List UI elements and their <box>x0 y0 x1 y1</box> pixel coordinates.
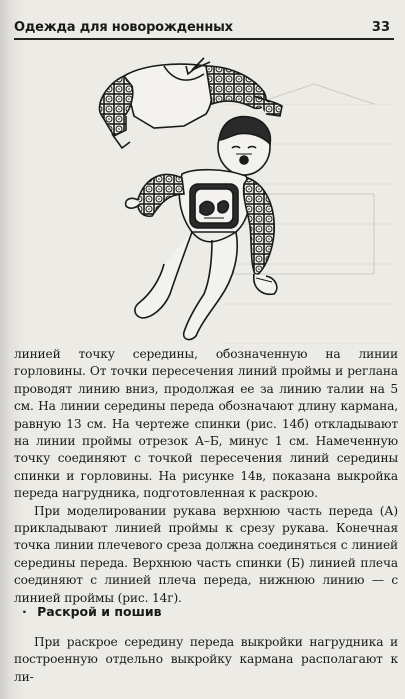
paragraph-2: При моделировании рукава верхнюю часть переда (А) прикладывают линией проймы к срезу рукава. Конечная точка линии плечевого среза должна соединяться с линией середины переда. Верхнюю часть спинки (Б) линией плеча соединяют с линией плеча переда, нижнюю линию — с линией проймы (рис. 14г). <box>14 503 398 605</box>
section-heading <box>22 604 162 619</box>
paragraph-1: линией точку середины, обозначенную на линии горловины. От точки пересечения линий проймы и реглана проводят линию вниз, продолжая ее за линию талии на 5 см. На линии середины переда обозначают длину кармана, равную 13 см. На чертеже спинки (рис. 14б) откладывают на линии проймы отрезок А–Б, минус 1 см. Намеченную точку соединяют с точкой пересечения линий середины спинки и горловины. На рисунке 14в, показана выкройка переда нагрудника, подготовленная к раскрою. <box>14 347 398 501</box>
section-heading-text: Раскрой и пошив <box>37 604 162 619</box>
bullet-icon: · <box>22 604 27 619</box>
paragraph-3: При раскрое середину переда выкройки нагрудника и построенную отдельно выкройку кармана располагают к ли- <box>14 635 398 684</box>
header-title: Одежда для новорожденных <box>14 20 233 35</box>
running-header <box>14 20 394 40</box>
baby-in-bib-illustration <box>14 44 394 344</box>
body-text <box>14 346 398 607</box>
body-text-continuation <box>14 634 398 686</box>
page-number: 33 <box>371 20 390 35</box>
